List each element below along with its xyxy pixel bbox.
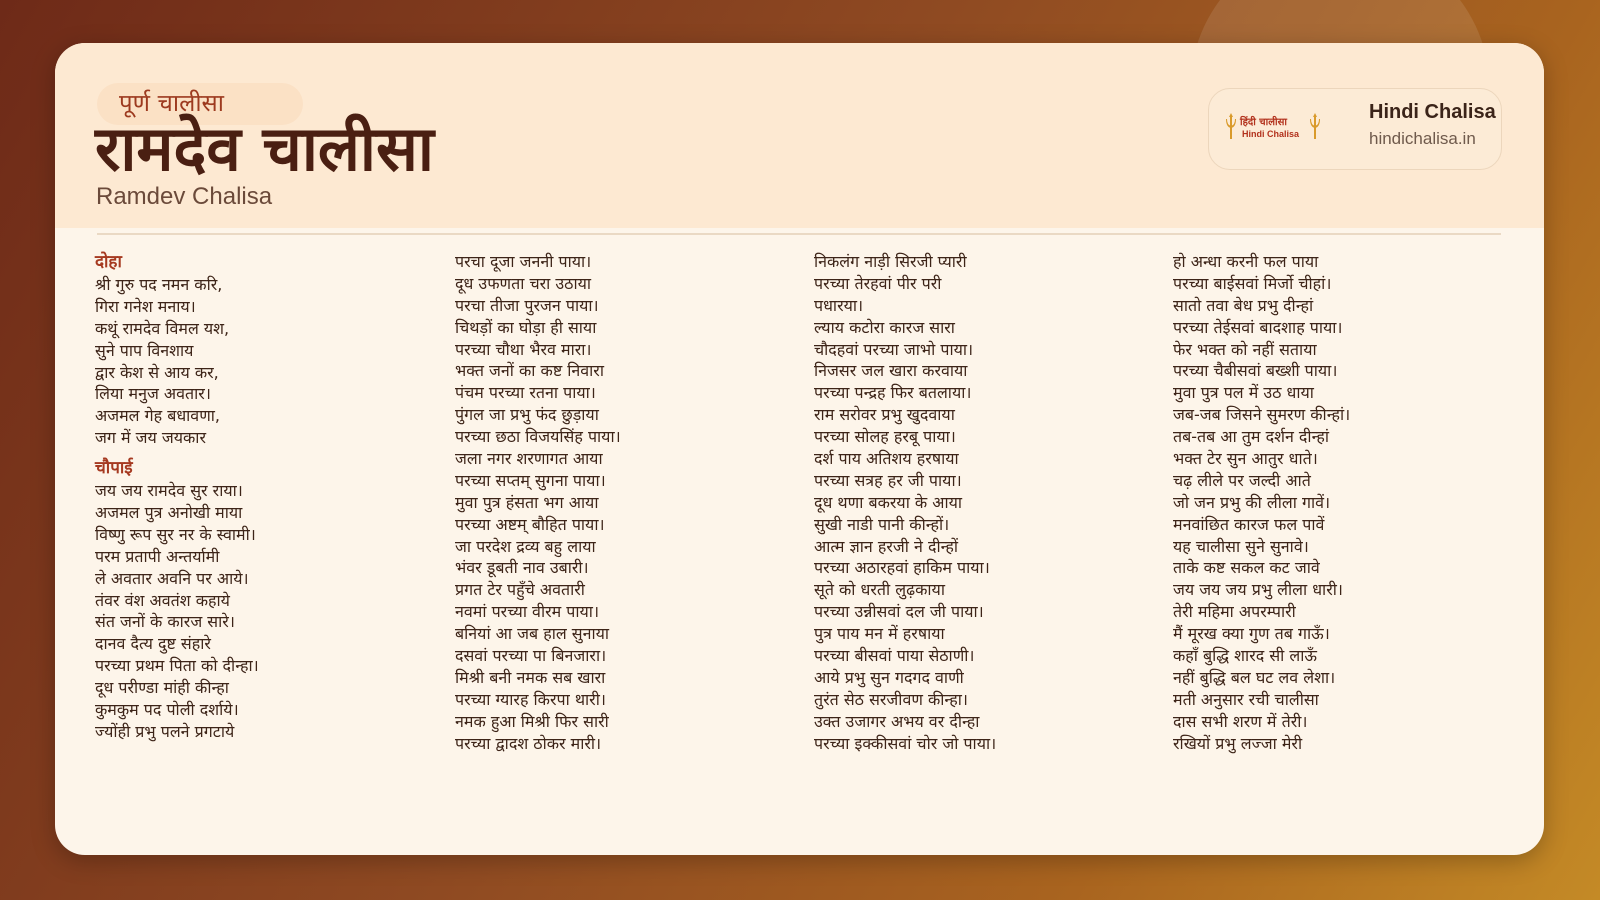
verse-line: परच्या उन्नीसवां दल जी पाया। [814,602,984,622]
logo-hindi-text: हिंदी चालीसा [1240,117,1287,128]
verse-line: भक्त जनों का कष्ट निवारा [455,361,605,381]
verse-line: दानव दैत्य दुष्ट संहारे [95,634,211,654]
verse-line: दर्श पाय अतिशय हरषाया [814,449,959,469]
verse-line: सुखी नाडी पानी कीन्हों। [814,514,950,534]
verse-line: परच्या ग्यारह किरपा थारी। [455,689,606,709]
verse-line: जला नगर शरणागत आया [455,449,603,469]
verse-line: नमक हुआ मिश्री फिर सारी [455,711,609,731]
verse-line: ले अवतार अवनि पर आये। [95,568,249,588]
verse-line: परचा तीजा पुरजन पाया। [455,295,599,315]
verse-column-3 [814,251,1154,754]
verse-line: परच्या तेईसवां बादशाह पाया। [1173,317,1343,337]
category-badge-label: पूर्ण चालीसा [119,89,224,117]
verse-line: भक्त टेर सुन आतुर धाते। [1173,449,1318,469]
verse-line: संत जनों के कारज सारे। [95,612,235,632]
verse-column-4 [1173,251,1513,754]
brand-url[interactable]: hindichalisa.in [1369,129,1476,148]
verse-line: पधारया। [814,295,864,315]
verse-line: सूते को धरती लुढ़काया [814,580,945,600]
verse-line: चिथड़ों का घोड़ा ही साया [455,317,597,337]
verse-line: परच्या अठारहवां हाकिम पाया। [814,558,990,578]
verse-line: कहाँ बुद्धि शारद सी लाऊँ [1173,646,1317,666]
page-title: रामदेव चालीसा [95,112,434,185]
doha-line: अजमल गेह बधावणा, [95,406,221,426]
verse-line: परच्या सत्रह हर जी पाया। [814,470,962,490]
verse-line: दसवां परच्या पा बिनजारा। [455,646,607,666]
verse-line: आये प्रभु सुन गदगद वाणी [814,667,964,687]
verse-line: मुवा पुत्र हंसता भग आया [455,492,599,512]
chaupai-heading: चौपाई [95,458,133,479]
verse-line: दूध उफणता चरा उठाया [455,273,592,293]
chalisa-card [55,43,1544,855]
verse-line: पुंगल जा प्रभु फंद छुड़ाया [455,405,599,425]
verse-line: मिश्री बनी नमक सब खारा [455,667,606,687]
verse-line: चौदहवां परच्या जाभो पाया। [814,339,974,359]
verse-line: राम सरोवर प्रभु खुदवाया [814,405,955,425]
verse-line: रखियों प्रभु लज्जा मेरी [1173,733,1303,753]
verse-line: परच्या तेरहवां पीर परी [814,273,942,293]
verse-line: मनवांछित कारज फल पावें [1173,514,1325,534]
verse-line: हो अन्धा करनी फल पाया [1173,252,1319,271]
header-divider [97,233,1501,235]
verse-line: परच्या छठा विजयसिंह पाया। [455,427,621,447]
verse-line: परम प्रतापी अन्तर्यामी [95,546,220,566]
verse-line: चढ़ लीले पर जल्दी आते [1173,470,1311,490]
verse-line: जब-जब जिसने सुमरण कीन्हां। [1173,405,1351,425]
verse-line: सातो तवा बेध प्रभु दीन्हां [1173,295,1314,315]
verse-line: उक्त उजागर अभय वर दीन्हा [814,711,980,731]
verse-line: मती अनुसार रची चालीसा [1173,689,1319,709]
verse-line: जय जय रामदेव सुर राया। [95,481,243,501]
brand-name: Hindi Chalisa [1369,101,1496,123]
verse-line: नवमां परच्या वीरम पाया। [455,602,600,622]
verse-line: फेर भक्त को नहीं सताया [1173,339,1317,359]
verse-line: भंवर डूबती नाव उबारी। [455,558,589,578]
page-subtitle: Ramdev Chalisa [96,183,273,210]
verse-line: परच्या अष्टम् बौहित पाया। [455,514,605,534]
verse-line: परच्या सोलह हरबू पाया। [814,427,956,447]
verse-line: परच्या चौथा भैरव मारा। [455,339,592,359]
verse-line: तब-तब आ तुम दर्शन दीन्हां [1173,427,1329,447]
verse-line: परच्या बीसवां पाया सेठाणी। [814,646,975,666]
doha-line: कथूं रामदेव विमल यश, [95,318,230,338]
doha-line: गिरा गनेश मनाय। [95,296,196,316]
verse-line: मैं मूरख क्या गुण तब गाऊँ। [1173,624,1330,644]
logo-english-text: Hindi Chalisa [1242,129,1300,139]
doha-line: सुने पाप विनशाय [95,340,194,360]
verse-line: प्रगत टेर पहुँचे अवतारी [455,580,585,600]
verse-line: परच्या द्वादश ठोकर मारी। [455,733,602,753]
verse-column-1 [95,251,435,743]
verse-line: नहीं बुद्धि बल घट लव लेशा। [1173,667,1336,687]
doha-heading: दोहा [95,252,122,272]
verse-line: परचा दूजा जननी पाया। [455,252,592,271]
verse-line: परच्या प्रथम पिता को दीन्हा। [95,656,259,676]
brand-logo [1223,109,1323,149]
doha-line: श्री गुरु पद नमन करि, [95,275,223,294]
verse-line: दूध परीण्डा मांही कीन्हा [95,678,229,698]
verse-line: परच्या इक्कीसवां चोर जो पाया। [814,733,997,753]
doha-line: जग में जय जयकार [95,428,206,448]
verse-line: दूध थणा बकरया के आया [814,492,963,512]
verse-line: परच्या बाईसवां मिर्जो चीहां। [1173,273,1332,293]
verse-line: परच्या पन्द्रह फिर बतलाया। [814,383,972,403]
verse-line: तंवर वंश अवतंश कहाये [95,590,230,610]
verse-line: निजसर जल खारा करवाया [814,361,968,381]
verse-line: ज्योंही प्रभु पलने प्रगटाये [95,721,235,741]
verse-line: आत्म ज्ञान हरजी ने दीन्हों [814,536,959,556]
verse-line: तुरंत सेठ सरजीवण कीन्हा। [814,689,968,709]
verse-line: पंचम परच्या रतना पाया। [455,383,596,403]
verse-line: जा परदेश द्रव्य बहु लाया [455,536,596,556]
verse-line: बनियां आ जब हाल सुनाया [455,624,610,644]
verse-line: दास सभी शरण में तेरी। [1173,711,1308,731]
verse-line: विष्णु रूप सुर नर के स्वामी। [95,524,256,544]
verse-line: परच्या चैबीसवां बख्शी पाया। [1173,361,1338,381]
verse-line: ताके कष्ट सकल कट जावे [1173,558,1320,578]
verse-line: परच्या सप्तम् सुगना पाया। [455,470,606,490]
verse-line: जो जन प्रभु की लीला गावें। [1173,492,1331,512]
verse-line: पुत्र पाय मन में हरषाया [814,624,945,644]
verse-line: निकलंग नाड़ी सिरजी प्यारी [814,252,967,271]
doha-line: द्वार केश से आय कर, [95,362,219,382]
verse-column-2 [455,251,795,754]
verse-line: मुवा पुत्र पल में उठ धाया [1173,383,1314,403]
verse-line: यह चालीसा सुने सुनावे। [1173,536,1309,556]
verse-line: जय जय जय प्रभु लीला धारी। [1173,580,1343,600]
verse-line: ल्याय कटोरा कारज सारा [814,317,955,337]
verse-line: अजमल पुत्र अनोखी माया [95,503,243,523]
verse-line: तेरी महिमा अपरम्पारी [1173,602,1296,622]
brand-box [1208,88,1502,170]
verse-line: कुमकुम पद पोली दर्शाये। [95,700,239,720]
doha-line: लिया मनुज अवतार। [95,384,211,404]
